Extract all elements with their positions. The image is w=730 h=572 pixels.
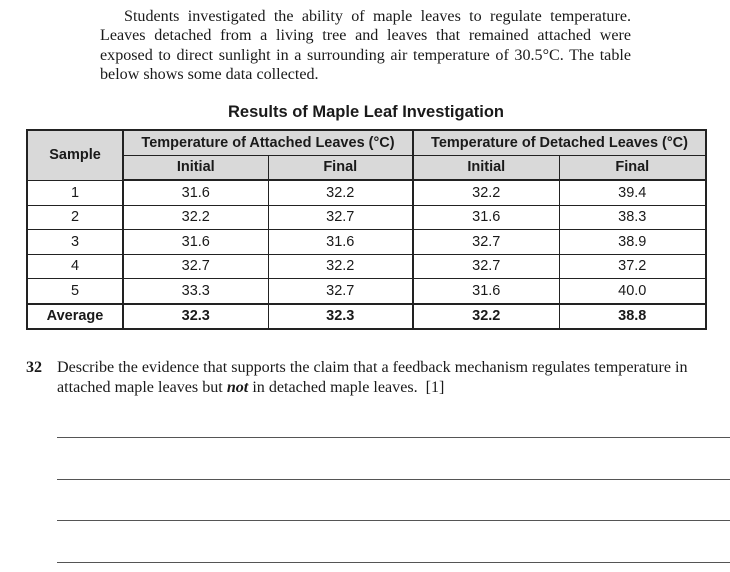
attached-final-cell: 31.6: [268, 230, 413, 255]
sample-cell: 3: [27, 230, 123, 255]
detached-initial-cell: 32.7: [413, 254, 559, 279]
average-label: Average: [27, 304, 123, 330]
question-text: [57, 358, 706, 397]
attached-initial-cell: 31.6: [123, 230, 268, 255]
table-title: Results of Maple Leaf Investigation: [228, 103, 504, 121]
attached-initial-cell: 33.3: [123, 279, 268, 304]
detached-initial-cell: 31.6: [413, 279, 559, 304]
question-32: [26, 358, 706, 397]
average-row: [27, 304, 706, 330]
detached-initial-cell: 32.7: [413, 230, 559, 255]
detached-initial-cell: 31.6: [413, 205, 559, 230]
attached-initial-cell: 32.7: [123, 254, 268, 279]
attached-final-cell: 32.7: [268, 205, 413, 230]
attached-final-cell: 32.2: [268, 180, 413, 205]
table-row: [27, 230, 706, 255]
detached-group-header: Temperature of Detached Leaves (°C): [413, 130, 706, 155]
sample-header: Sample: [27, 130, 123, 180]
attached-final-header: Final: [268, 155, 413, 180]
sample-cell: 5: [27, 279, 123, 304]
sample-cell: 4: [27, 254, 123, 279]
table-row: [27, 205, 706, 230]
attached-initial-header: Initial: [123, 155, 268, 180]
question-text-before: Describe the evidence that supports the claim that a feedback mechanism regulates temperature in attached maple leaves but: [57, 359, 688, 396]
attached-initial-cell: 32.2: [123, 205, 268, 230]
average-attached-initial: 32.3: [123, 304, 268, 330]
average-detached-initial: 32.2: [413, 304, 559, 330]
answer-line[interactable]: [57, 562, 730, 563]
detached-final-cell: 38.9: [559, 230, 706, 255]
intro-paragraph: Students investigated the ability of maple leaves to regulate temperature. Leaves detached from a living tree and leaves that remained attached were exposed to direct sunlight in a surrounding air temperature of 30.5°C. The table below shows some data collected.: [100, 8, 631, 84]
answer-line[interactable]: [57, 479, 730, 480]
detached-final-cell: 38.3: [559, 205, 706, 230]
question-text-after: in detached maple leaves.: [248, 378, 418, 396]
attached-group-header: Temperature of Attached Leaves (°C): [123, 130, 413, 155]
answer-line[interactable]: [57, 520, 730, 521]
question-emphasis: not: [226, 378, 249, 396]
detached-initial-cell: 32.2: [413, 180, 559, 205]
table-row: [27, 254, 706, 279]
answer-line[interactable]: [57, 437, 730, 438]
attached-final-cell: 32.7: [268, 279, 413, 304]
detached-final-header: Final: [559, 155, 706, 180]
average-detached-final: 38.8: [559, 304, 706, 330]
question-points: [1]: [425, 378, 445, 396]
attached-initial-cell: 31.6: [123, 180, 268, 205]
table-row: [27, 279, 706, 304]
table-row: [27, 180, 706, 205]
sample-cell: 1: [27, 180, 123, 205]
question-number: 32: [26, 359, 43, 376]
results-table: [26, 129, 707, 330]
sample-cell: 2: [27, 205, 123, 230]
attached-final-cell: 32.2: [268, 254, 413, 279]
average-attached-final: 32.3: [268, 304, 413, 330]
detached-final-cell: 37.2: [559, 254, 706, 279]
detached-initial-header: Initial: [413, 155, 559, 180]
detached-final-cell: 40.0: [559, 279, 706, 304]
detached-final-cell: 39.4: [559, 180, 706, 205]
